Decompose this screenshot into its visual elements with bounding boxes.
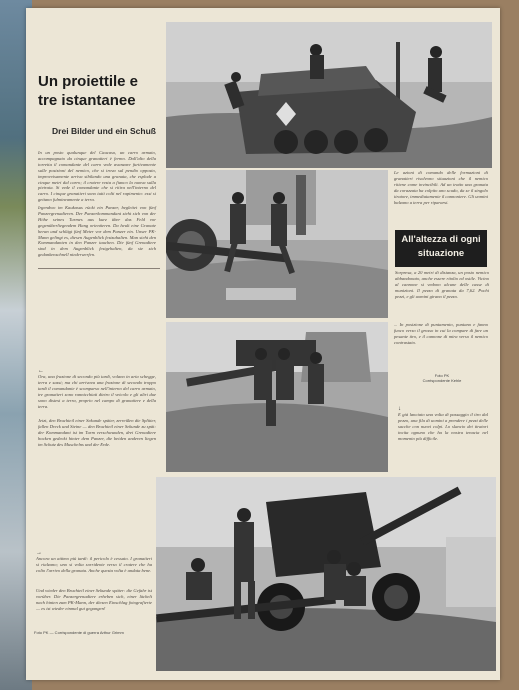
caption-divider [38,268,160,269]
caption-middle-it [38,368,156,409]
article-subtitle: Drei Bilder und ein Schuß [52,126,156,136]
photo-gun-crew-running [166,170,388,318]
caption-bottom-de [36,588,152,612]
photo-anti-tank-gun [156,477,496,671]
photo-credit-bottom-text: Foto PK — Corrispondente di guerra Arthur Grimm [34,630,124,635]
photo-halftrack [166,22,492,168]
article-title: Un proiettile e tre istantanee [38,73,139,109]
sidebar-box-title: All'altezza di ogni situazione [395,230,487,267]
caption-right-mid-text: Sorpresa, a 20 metri di distanza, un posto nemico abbandonato, anche essere ritolto ed ostile. Vicino al cannone si vedono alcune delle casse di munizioni. Il pezzo di granata da 7,62. Pochi pezzi, e gli uomini girano il pezzo. [395,270,489,299]
caption-intro-de [38,205,156,258]
photo-credit-bottom [34,630,154,635]
photo-credit-right-text: Foto PK Corrispondente Kehle [422,373,462,383]
caption-intro-it [38,150,156,203]
arrow-down-icon: ↓ [398,406,401,412]
caption-right-mid [395,270,489,300]
caption-right-top [394,170,488,205]
caption-middle-text: Ora, una frazione di secondo più tardi, volano in aria schegge, terra e sassi; ma chi arrivava una frazione di secondo troppo tardi il comandante è scomparso nell'interno del carro armato, tre granatieri sono rannicchiati dietro il veicolo e gli altri due sono distesi a terra, proprio nel campo di granatiere e della terra. [38,374,156,409]
caption-right-top-text: Le azioni di comando delle formazioni di granatieri risolvono situazioni che il nemico ritiene come invincibili. Ad un tratto una granata da corazzata ha colpito uno scudo, da se il singolo tiratore, immediatamente il cannoniere. Gli uomini balzano a terra per ripararsi. [394,170,488,205]
caption-bottom-text: Ancora un attimo più tardi: il pericolo è cessato. I granatieri si rialzano; uno si volta sorridente verso il cratere che ha colto l'arrivo della granata. Anche questa volta è andata bene. [36,556,152,573]
caption-right-low-text: ... In posizione di puntamento, puntano e fanno fuoco verso il grosso in cui la compare di fare un pesante tiro, e il cannone di mira verso il nemico contrastato. [394,322,488,345]
caption-right-bottom-text: E già lanciato una volta di passaggio il tiro dal pezzo, una fila di uomini a prendere i pezzi delle sacche con nuovi colpi. Lo slancio dei tiratori incita ognuno che ha la nostra tenacia nel momento più difficile. [398,412,488,441]
caption-bottom-de-text: Und wieder den Bruchteil einer Sekunde später: die Gefahr ist vorüber. Die Panzergrenadiere erheben sich, einer lächelt nach hinten zum PK-Mann, der diesen Einschlag fotografierte — es ist wieder einmal gut gegangen! [36,588,152,611]
caption-middle-de-text: Jetzt, den Bruchteil einer Sekunde später, zerreißen die Splitter, fallen Dreck und Steine — den Bruchteil einer Sekunde zu spät: der Kommandant ist im Turm verschwunden, drei Grenadiere hocken gedeckt hinter dem Panzer, die beiden anderen liegen im Schutz des Muschelns und der Erde. [38,418,156,447]
caption-right-bottom [398,406,488,442]
photo-credit-right [400,368,484,383]
caption-right-low [394,322,488,346]
caption-intro-de-text: Irgendwo im Kaukasus rückt ein Panzer, begleitet von fünf Panzergrenadieren. Der Panzerkommandant sieht sich von der Höhe seines Turmes aus kurz über das Feld vor gegenüberliegendem Hang orientieren. Da heult eine Granate heran und schlägt fünf Meter vor dem Panzer ein. Unser PK-Mann gelingt es, diesen Augenblick festzuhalten. Man sieht den Kommandanten in den Panzer tauchen. Die fünf Grenadiere sind in dem Augenblick festgehalten, da sie sich gedankenschnell niederwerfen. [38,205,156,258]
photo-gun-crew-ruins [166,322,388,472]
arrow-left-icon: ← [38,368,44,374]
caption-bottom-it [36,550,152,574]
caption-intro-text: In un posto qualunque del Caucaso, un carro armato, accompagnato da cinque granatieri è fermo. Dall'alto della torretta il comandante del carro vede avanzare furtivamente sulle posizioni del nemico, che si trova sul pendio opposto, improvvisamente arriva sibilando una granata, che esplode a cinque metri dal carro; il cratere resta a fianco la nuova sulla pietraia. Si vede il comandante che si ritira nell'interno del carro. I cinque granatieri sono tutti colti nel rapimento: essi si gettano fulmineamente a terra. [38,150,156,203]
arrow-right-icon: → [36,550,42,556]
caption-middle-de [38,418,156,448]
